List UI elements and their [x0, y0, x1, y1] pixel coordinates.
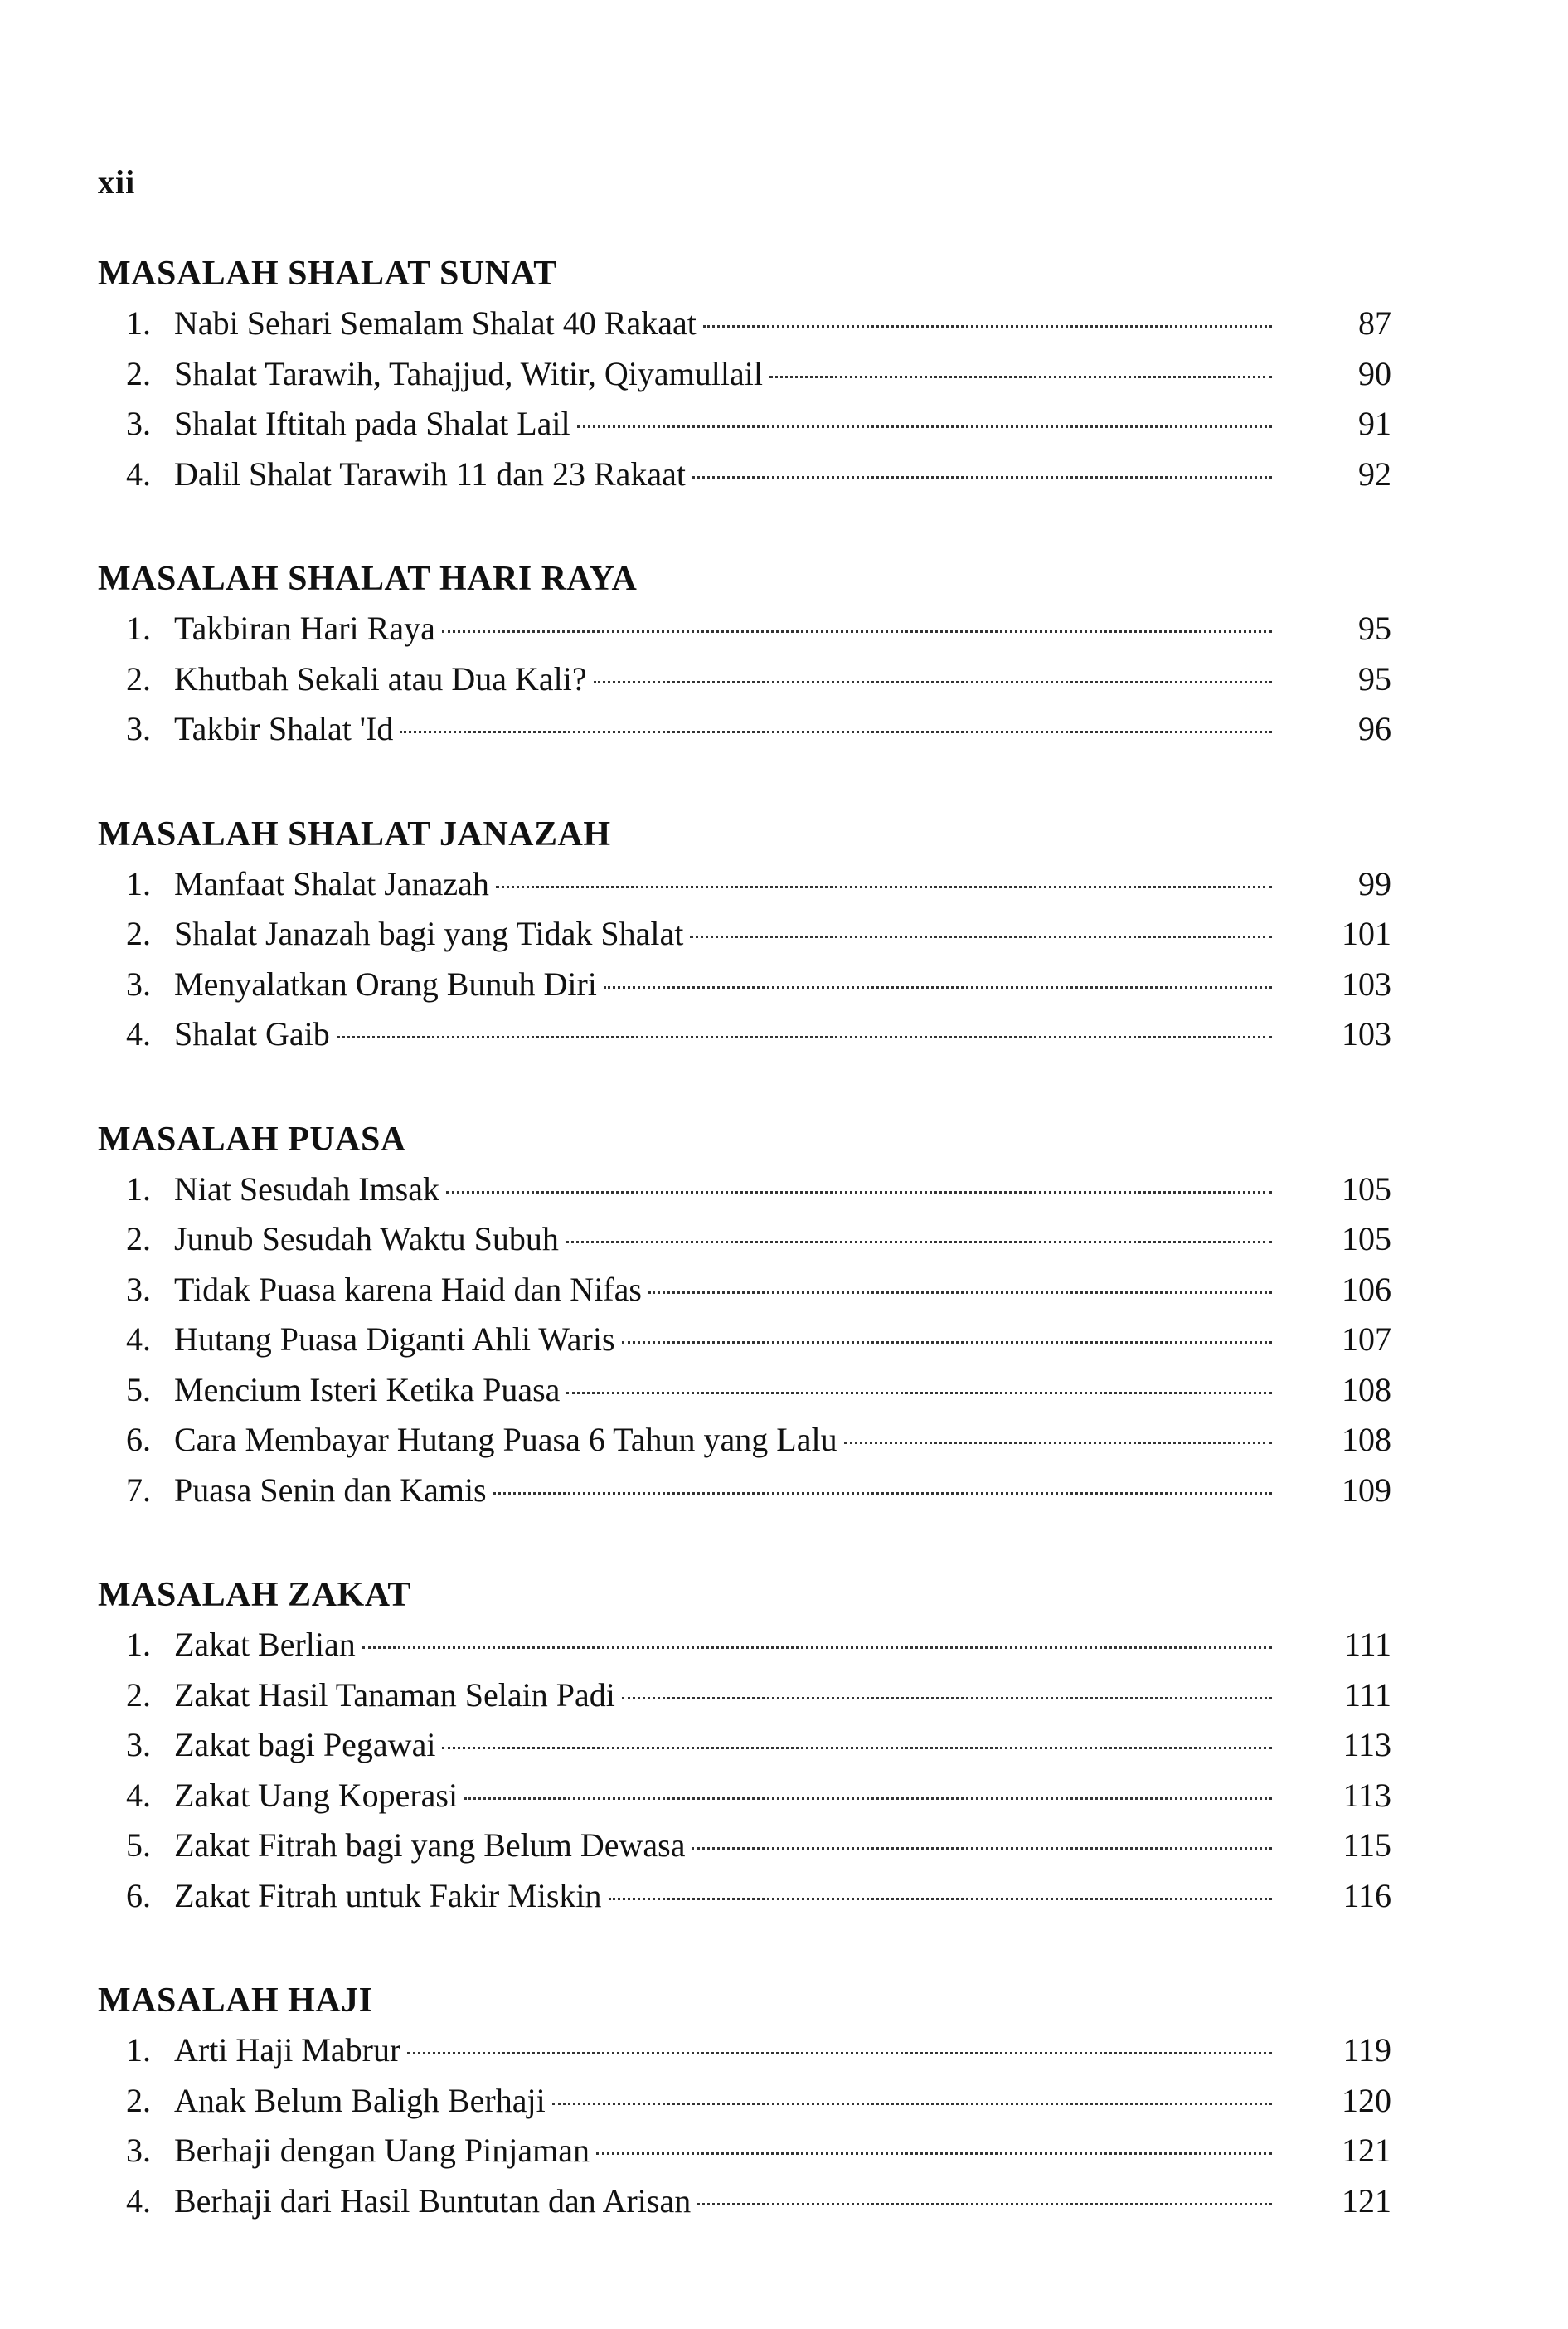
entry-title: Cara Membayar Hutang Puasa 6 Tahun yang Lalu [174, 1421, 837, 1458]
entry-number: 2. [126, 1220, 151, 1257]
entry-page-number: 115 [1342, 1826, 1391, 1864]
dot-leader [604, 986, 1272, 989]
entry-number: 4. [126, 1776, 151, 1814]
entry-title: Mencium Isteri Ketika Puasa [174, 1370, 561, 1408]
toc-entry [98, 1365, 1391, 1416]
entry-title: Shalat Iftitah pada Shalat Lail [174, 405, 570, 442]
entry-page-number: 119 [1342, 2031, 1391, 2069]
section-title: MASALAH PUASA [98, 1120, 406, 1159]
entry-title: Anak Belum Baligh Berhaji [174, 2081, 546, 2119]
entry-number: 3. [126, 1726, 151, 1763]
toc-entry [98, 349, 1391, 400]
table-of-contents [98, 249, 1391, 2281]
entry-title: Zakat Fitrah bagi yang Belum Dewasa [174, 1826, 686, 1864]
toc-section [98, 1115, 1391, 1516]
entry-page-number: 95 [1358, 610, 1391, 647]
toc-section [98, 1976, 1391, 2226]
toc-entry [98, 704, 1391, 755]
dot-leader [703, 325, 1272, 328]
entry-page-number: 111 [1343, 1675, 1391, 1714]
toc-entry [98, 1821, 1391, 1871]
dot-leader [337, 1036, 1272, 1038]
entry-page-number: 116 [1342, 1876, 1391, 1914]
entry-title: Niat Sesudah Imsak [174, 1169, 439, 1208]
entry-number: 5. [126, 1370, 151, 1408]
entry-page-number: 108 [1342, 1370, 1391, 1408]
toc-entry [98, 604, 1391, 654]
entry-page-number: 87 [1358, 304, 1391, 342]
entry-number: 4. [126, 455, 151, 493]
section-title: MASALAH ZAKAT [98, 1576, 411, 1614]
toc-entry [98, 399, 1391, 450]
entry-title: Zakat Hasil Tanaman Selain Padi [174, 1675, 615, 1714]
entry-title: Takbiran Hari Raya [174, 610, 435, 647]
entry-number: 1. [126, 2031, 151, 2069]
entry-title: Menyalatkan Orang Bunuh Diri [174, 965, 597, 1003]
dot-leader [622, 1697, 1272, 1699]
dot-leader [566, 1392, 1272, 1394]
dot-leader [552, 2103, 1272, 2105]
toc-section [98, 554, 1391, 755]
entry-title: Puasa Senin dan Kamis [174, 1471, 487, 1509]
entry-title: Berhaji dari Hasil Buntutan dan Arisan [174, 2181, 692, 2220]
entry-number: 4. [126, 2181, 151, 2220]
entry-number: 1. [126, 610, 151, 647]
dot-leader [692, 476, 1272, 479]
dot-leader [622, 1341, 1272, 1344]
entry-number: 3. [126, 710, 151, 747]
entry-title: Arti Haji Mabrur [174, 2031, 401, 2069]
toc-section [98, 1570, 1391, 1921]
dot-leader [577, 425, 1272, 428]
entry-page-number: 107 [1342, 1320, 1391, 1358]
toc-entry [98, 1720, 1391, 1771]
toc-entry [98, 2126, 1391, 2176]
entry-title: Zakat Uang Koperasi [174, 1776, 459, 1814]
entry-page-number: 109 [1342, 1471, 1391, 1509]
entry-page-number: 105 [1342, 1220, 1391, 1257]
entry-number: 5. [126, 1826, 151, 1864]
dot-leader [493, 1492, 1272, 1495]
entry-number: 2. [126, 1675, 151, 1714]
entry-page-number: 105 [1342, 1169, 1391, 1208]
entry-title: Zakat Fitrah untuk Fakir Miskin [174, 1876, 602, 1914]
entry-number: 3. [126, 1270, 151, 1308]
toc-entry [98, 859, 1391, 910]
toc-entry [98, 1009, 1391, 1060]
entry-page-number: 121 [1342, 2181, 1391, 2220]
entry-page-number: 103 [1342, 965, 1391, 1003]
toc-entry [98, 2076, 1391, 2127]
section-title: MASALAH SHALAT SUNAT [98, 255, 557, 293]
entry-page-number: 101 [1342, 915, 1391, 952]
dot-leader [594, 681, 1272, 683]
entry-page-number: 99 [1358, 864, 1391, 902]
entry-number: 6. [126, 1876, 151, 1914]
dot-leader [442, 630, 1272, 633]
entry-page-number: 90 [1358, 354, 1391, 392]
entry-title: Zakat Berlian [174, 1626, 356, 1663]
dot-leader [690, 936, 1272, 938]
entry-page-number: 96 [1358, 710, 1391, 747]
entry-number: 1. [126, 304, 151, 342]
entry-page-number: 103 [1342, 1015, 1391, 1053]
toc-section [98, 249, 1391, 499]
section-title: MASALAH SHALAT HARI RAYA [98, 560, 638, 598]
toc-entry [98, 909, 1391, 960]
entry-title: Takbir Shalat 'Id [174, 710, 394, 747]
section-title: MASALAH HAJI [98, 1981, 373, 2020]
entry-title: Khutbah Sekali atau Dua Kali? [174, 659, 587, 698]
entry-number: 2. [126, 915, 151, 952]
toc-entry [98, 2176, 1391, 2227]
toc-entry [98, 1871, 1391, 1922]
entry-page-number: 111 [1343, 1626, 1391, 1663]
dot-leader [496, 886, 1272, 888]
dot-leader [844, 1442, 1272, 1444]
entry-page-number: 91 [1358, 405, 1391, 442]
dot-leader [566, 1241, 1272, 1243]
section-title: MASALAH SHALAT JANAZAH [98, 814, 611, 853]
entry-number: 1. [126, 1169, 151, 1208]
toc-entry [98, 1315, 1391, 1365]
entry-page-number: 121 [1342, 2132, 1391, 2169]
entry-title: Shalat Janazah bagi yang Tidak Shalat [174, 915, 684, 952]
entry-title: Dalil Shalat Tarawih 11 dan 23 Rakaat [174, 455, 687, 493]
dot-leader [769, 376, 1272, 378]
entry-number: 6. [126, 1421, 151, 1458]
page-number: xii [98, 163, 136, 201]
toc-entry [98, 654, 1391, 705]
dot-leader [648, 1291, 1272, 1294]
dot-leader [400, 731, 1272, 733]
entry-title: Shalat Tarawih, Tahajjud, Witir, Qiyamullail [174, 354, 763, 392]
entry-page-number: 108 [1342, 1421, 1391, 1458]
entry-number: 7. [126, 1471, 151, 1509]
toc-entry [98, 1164, 1391, 1215]
toc-entry [98, 450, 1391, 500]
entry-page-number: 113 [1342, 1776, 1391, 1814]
toc-entry [98, 1670, 1391, 1721]
toc-entry [98, 299, 1391, 349]
dot-leader [692, 1847, 1272, 1850]
entry-page-number: 92 [1358, 455, 1391, 493]
entry-title: Tidak Puasa karena Haid dan Nifas [174, 1270, 642, 1308]
dot-leader [464, 1797, 1272, 1800]
entry-page-number: 106 [1342, 1270, 1391, 1308]
toc-entry [98, 2025, 1391, 2076]
toc-entry [98, 960, 1391, 1010]
entry-title: Junub Sesudah Waktu Subuh [174, 1220, 559, 1257]
entry-title: Zakat bagi Pegawai [174, 1726, 436, 1763]
entry-title: Shalat Gaib [174, 1015, 330, 1053]
entry-number: 4. [126, 1320, 151, 1358]
entry-number: 2. [126, 354, 151, 392]
toc-entry [98, 1466, 1391, 1516]
entry-number: 3. [126, 965, 151, 1003]
toc-entry [98, 1214, 1391, 1265]
dot-leader [697, 2203, 1272, 2205]
entry-title: Manfaat Shalat Janazah [174, 864, 489, 902]
entry-number: 3. [126, 2132, 151, 2169]
toc-entry [98, 1771, 1391, 1821]
dot-leader [442, 1747, 1272, 1749]
entry-page-number: 113 [1342, 1726, 1391, 1763]
dot-leader [407, 2052, 1272, 2054]
toc-entry [98, 1265, 1391, 1315]
entry-number: 1. [126, 864, 151, 902]
entry-page-number: 120 [1342, 2081, 1391, 2119]
entry-page-number: 95 [1358, 659, 1391, 698]
entry-title: Hutang Puasa Diganti Ahli Waris [174, 1320, 615, 1358]
entry-number: 3. [126, 405, 151, 442]
toc-entry [98, 1415, 1391, 1466]
dot-leader [609, 1898, 1272, 1900]
dot-leader [362, 1646, 1272, 1649]
entry-number: 2. [126, 659, 151, 698]
entry-title: Nabi Sehari Semalam Shalat 40 Rakaat [174, 304, 697, 342]
dot-leader [446, 1191, 1272, 1194]
entry-number: 1. [126, 1626, 151, 1663]
entry-title: Berhaji dengan Uang Pinjaman [174, 2132, 590, 2169]
dot-leader [596, 2152, 1272, 2155]
entry-number: 4. [126, 1015, 151, 1053]
toc-entry [98, 1620, 1391, 1670]
toc-section [98, 810, 1391, 1060]
entry-number: 2. [126, 2081, 151, 2119]
